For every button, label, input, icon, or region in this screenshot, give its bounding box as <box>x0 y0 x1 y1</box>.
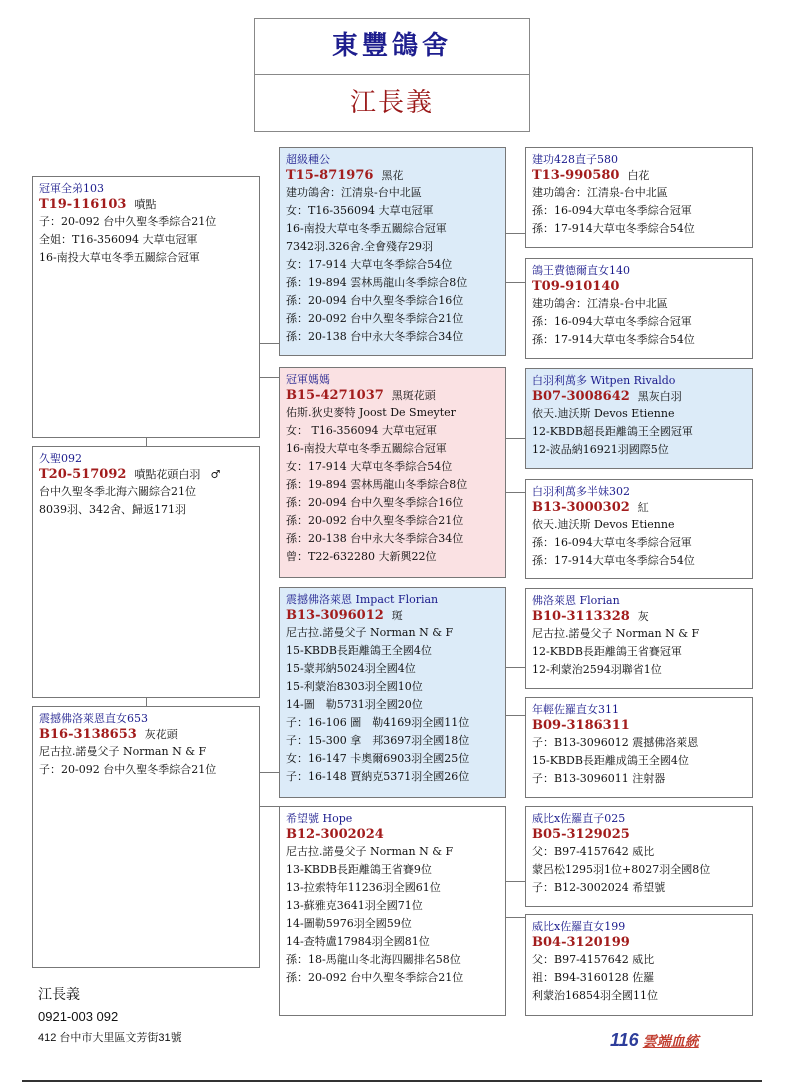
detail-line: 12-波品納16921羽國際5位 <box>532 443 669 456</box>
ring-number: B13-3000302 <box>532 500 630 515</box>
ring-number: B10-3113328 <box>532 609 630 624</box>
detail-line: 孫：20-094 台中久聖冬季綜合16位 <box>286 294 464 307</box>
card-header: 白羽利萬多半妹302 <box>532 485 630 498</box>
detail-line: 子：B13-3096012 震撼佛洛萊恩 <box>532 736 699 749</box>
connector <box>259 377 279 378</box>
owner-name: 江長義 <box>38 986 80 1002</box>
detail-line: 尼古拉.諾曼父子 Norman N & F <box>286 845 454 858</box>
card-header: 震撼佛洛萊恩 Impact Florian <box>286 593 439 606</box>
connector <box>505 282 525 283</box>
detail-line: 14-圖 勒5731羽全國20位 <box>286 698 423 711</box>
detail-line: 孫：20-092 台中久聖冬季綜合21位 <box>286 514 464 527</box>
ring-number: B13-3096012 <box>286 608 384 623</box>
detail-line: 父：B97-4157642 威比 <box>532 953 655 966</box>
detail-line: 女：17-914 大草屯冬季綜合54位 <box>286 460 453 473</box>
card-header: 白羽利萬多 Witpen Rivaldo <box>532 374 676 387</box>
detail-line: 子：16-106 圖 勒4169羽全國11位 <box>286 716 470 729</box>
detail-line: 女：17-914 大草屯冬季綜合54位 <box>286 258 453 271</box>
ring-number: B12-3002024 <box>286 827 384 842</box>
color-desc: 紅 <box>637 501 649 514</box>
grandsire-maternal-card[interactable] <box>279 587 506 798</box>
card-header: 震撼佛洛萊恩直女653 <box>39 712 148 725</box>
dam-card[interactable] <box>32 706 260 968</box>
detail-line: 孫：17-914大草屯冬季綜合54位 <box>532 554 695 567</box>
great-grandparent-card-6[interactable] <box>525 697 753 798</box>
great-grandparent-card-2[interactable] <box>525 258 753 359</box>
connector <box>146 437 147 446</box>
detail-line: 子：B13-3096011 注射器 <box>532 772 666 785</box>
connector <box>259 806 279 807</box>
detail-line: 13-KBDB長距離鴿王省賽9位 <box>286 863 432 876</box>
great-grandparent-card-7[interactable] <box>525 806 753 907</box>
card-header: 希望號 Hope <box>286 812 353 825</box>
detail-line: 孫：20-092 台中久聖冬季綜合21位 <box>286 312 464 325</box>
ring-number: T09-910140 <box>532 279 620 294</box>
owner-address: 412 台中市大里區文芳街31號 <box>38 1032 182 1044</box>
detail-line: 12-利蒙治2594羽聯省1位 <box>532 663 662 676</box>
brand-logo[interactable] <box>610 1030 699 1051</box>
detail-line: 16-南投大草屯冬季五關綜合冠軍 <box>39 251 200 264</box>
detail-line: 孫：16-094大草屯冬季綜合冠軍 <box>532 315 692 328</box>
detail-line: 子：20-092 台中久聖冬季綜合21位 <box>39 763 217 776</box>
detail-line: 13-拉索特年11236羽全國61位 <box>286 881 441 894</box>
detail-line: 15-利蒙治8303羽全國10位 <box>286 680 423 693</box>
detail-line: 14-圖勒5976羽全國59位 <box>286 917 412 930</box>
connector <box>505 667 525 668</box>
detail-line: 孫：17-914大草屯冬季綜合54位 <box>532 333 695 346</box>
detail-line: 孫：20-094 台中久聖冬季綜合16位 <box>286 496 464 509</box>
ring-number: T13-990580 <box>532 168 620 183</box>
connector <box>505 715 525 716</box>
grandsire-paternal-card[interactable] <box>279 147 506 356</box>
color-desc: 灰花頭 <box>144 728 178 741</box>
card-header: 超級種公 <box>286 153 330 166</box>
detail-line: 12-KBDB長距離鴿王省賽冠軍 <box>532 645 682 658</box>
color-desc: 灰 <box>637 610 649 623</box>
granddam-paternal-card[interactable] <box>279 367 506 578</box>
detail-line: 15-KBDB長距離成鴿王全國4位 <box>532 754 689 767</box>
detail-line: 父：B97-4157642 威比 <box>532 845 655 858</box>
connector <box>505 917 525 918</box>
detail-line: 建功鴿舍：江清泉-台中北區 <box>532 186 668 199</box>
detail-line: 子：16-148 賈納克5371羽全國26位 <box>286 770 470 783</box>
ring-number: B04-3120199 <box>532 935 630 950</box>
ring-number: B07-3008642 <box>532 389 630 404</box>
detail-line: 8039羽、342舍、歸返171羽 <box>39 503 186 516</box>
detail-line: 佑斯.狄史麥特 Joost De Smeyter <box>286 406 456 419</box>
detail-line: 16-南投大草屯冬季五關綜合冠軍 <box>286 222 447 235</box>
ring-number: T15-871976 <box>286 168 374 183</box>
card-header: 建功428直子580 <box>532 153 618 166</box>
card-header: 威比x佐羅直子025 <box>532 812 626 825</box>
sire-card[interactable] <box>32 446 260 698</box>
connector <box>505 438 525 439</box>
detail-line: 女：16-147 卡奧爾6903羽全國25位 <box>286 752 470 765</box>
footer-divider <box>22 1080 762 1082</box>
main-bird-card[interactable] <box>32 176 260 438</box>
ring-number: T19-116103 <box>39 197 127 212</box>
ring-number: B09-3186311 <box>532 718 630 733</box>
card-header: 久聖092 <box>39 452 82 465</box>
detail-line: 孫：16-094大草屯冬季綜合冠軍 <box>532 536 692 549</box>
detail-line: 孫：20-092 台中久聖冬季綜合21位 <box>286 971 464 984</box>
detail-line: 孫：19-894 雲林馬龍山冬季綜合8位 <box>286 276 468 289</box>
detail-line: 孫：18-馬龍山冬北海四關排名58位 <box>286 953 461 966</box>
great-grandparent-card-4[interactable] <box>525 479 753 579</box>
detail-line: 尼古拉.諾曼父子 Norman N & F <box>532 627 700 640</box>
title-box <box>254 18 530 132</box>
ring-number: T20-517092 <box>39 467 127 482</box>
color-desc: 噴點花頭白羽 <box>134 468 201 481</box>
detail-line: 12-KBDB超長距離鴿王全國冠軍 <box>532 425 693 438</box>
great-grandparent-card-3[interactable] <box>525 368 753 469</box>
card-header: 佛洛萊恩 Florian <box>532 594 620 607</box>
ring-number: B16-3138653 <box>39 727 137 742</box>
detail-line: 15-KBDB長距離鴿王全國4位 <box>286 644 432 657</box>
detail-line: 尼古拉.諾曼父子 Norman N & F <box>286 626 454 639</box>
loft-name: 東豐鴿舍 <box>255 19 529 75</box>
connector <box>505 881 525 882</box>
ring-number: B05-3129025 <box>532 827 630 842</box>
connector <box>505 233 525 234</box>
detail-line: 孫：19-894 雲林馬龍山冬季綜合8位 <box>286 478 468 491</box>
card-header: 年輕佐羅直女311 <box>532 703 619 716</box>
detail-line: 13-蘇雅克3641羽全國71位 <box>286 899 423 912</box>
logo-text: 雲端血統 <box>642 1033 699 1049</box>
owner-title: 江長義 <box>349 88 434 118</box>
detail-line: 祖：B94-3160128 佐羅 <box>532 971 655 984</box>
great-grandparent-card-5[interactable] <box>525 588 753 689</box>
detail-line: 孫：16-094大草屯冬季綜合冠軍 <box>532 204 692 217</box>
detail-line: 依天.迪沃斯 Devos Etienne <box>532 518 675 531</box>
detail-line: 蒙呂松1295羽1位+8027羽全國8位 <box>532 863 711 876</box>
detail-line: 孫：20-138 台中永大冬季綜合34位 <box>286 330 464 343</box>
great-grandparent-card-1[interactable] <box>525 147 753 248</box>
card-header: 冠軍全弟103 <box>39 182 104 195</box>
color-desc: 噴點 <box>134 198 157 211</box>
owner-info <box>38 982 182 1048</box>
detail-line: 尼古拉.諾曼父子 Norman N & F <box>39 745 207 758</box>
ring-number: B15-4271037 <box>286 388 384 403</box>
card-header: 威比x佐羅直女199 <box>532 920 626 933</box>
detail-line: 15-蒙邦納5024羽全國4位 <box>286 662 416 675</box>
detail-line: 子：20-092 台中久聖冬季綜合21位 <box>39 215 217 228</box>
male-icon: ♂ <box>210 468 221 481</box>
card-header: 鴿王費德爾直女140 <box>532 264 630 277</box>
detail-line: 16-南投大草屯冬季五關綜合冠軍 <box>286 442 447 455</box>
card-header: 冠軍媽媽 <box>286 373 330 386</box>
color-desc: 黑花 <box>381 169 404 182</box>
connector <box>259 772 279 773</box>
detail-line: 建功鴿舍：江清泉-台中北區 <box>286 186 422 199</box>
detail-line: 子：15-300 拿 邦3697羽全國18位 <box>286 734 470 747</box>
detail-line: 女： T16-356094 大草屯冠軍 <box>286 424 438 437</box>
color-desc: 白花 <box>627 169 650 182</box>
connector <box>259 343 279 344</box>
granddam-maternal-card[interactable] <box>279 806 506 1016</box>
detail-line: 依天.迪沃斯 Devos Etienne <box>532 407 675 420</box>
connector <box>505 492 525 493</box>
detail-line: 子：B12-3002024 希望號 <box>532 881 666 894</box>
detail-line: 建功鴿舍：江清泉-台中北區 <box>532 297 668 310</box>
connector <box>146 697 147 706</box>
logo-number: 116 <box>610 1030 639 1050</box>
detail-line: 孫：17-914大草屯冬季綜合54位 <box>532 222 695 235</box>
detail-line: 利蒙治16854羽全國11位 <box>532 989 658 1002</box>
great-grandparent-card-8[interactable] <box>525 914 753 1016</box>
detail-line: 7342羽.326舍.全會殘存29羽 <box>286 240 433 253</box>
detail-line: 曾：T22-632280 大新興22位 <box>286 550 437 563</box>
detail-line: 孫：20-138 台中永大冬季綜合34位 <box>286 532 464 545</box>
detail-line: 台中久聖冬季北海六關綜合21位 <box>39 485 196 498</box>
detail-line: 女：T16-356094 大草屯冠軍 <box>286 204 434 217</box>
color-desc: 斑 <box>391 609 403 622</box>
detail-line: 全姐：T16-356094 大草屯冠軍 <box>39 233 198 246</box>
owner-phone: 0921-003 092 <box>38 1009 119 1024</box>
detail-line: 14-查特盧17984羽全國81位 <box>286 935 430 948</box>
color-desc: 黑灰白羽 <box>637 390 682 403</box>
color-desc: 黑斑花頭 <box>391 389 436 402</box>
